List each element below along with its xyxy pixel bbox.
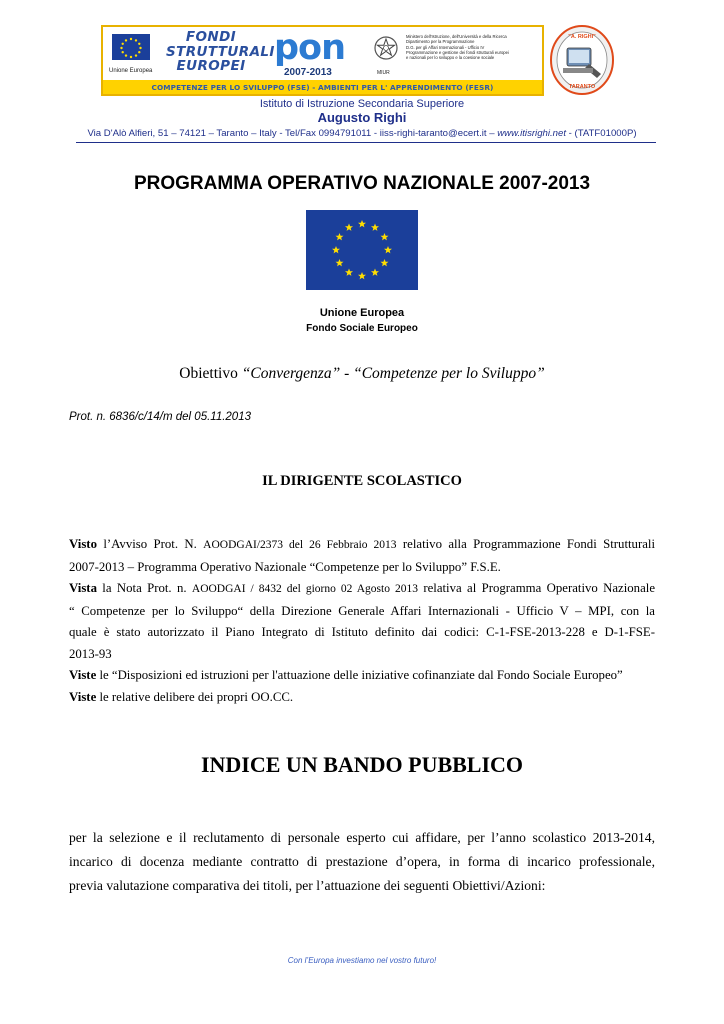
objective (0, 365, 724, 383)
section-heading: IL DIRIGENTE SCOLASTICO (262, 473, 462, 489)
footer-slogan: Con l’Europa investiamo nel vostro futuro! (287, 956, 437, 965)
preamble-text: l’Avviso Prot. N. (96, 537, 204, 551)
reference: AOODGAI / 8432 del giorno 02 Agosto 2013 (191, 583, 418, 595)
ministry-line: D.G. per gli Affari Internazionali - Ufficio IV (406, 44, 485, 50)
visto-label: Visto (69, 537, 97, 551)
website-link[interactable]: www.itisrighi.net (497, 128, 566, 139)
eu-flag-icon (306, 210, 418, 290)
preamble-text: le “Disposizioni ed istruzioni per l'attuazione delle iniziative cofinanziate dal Fondo Sociale Europeo” (96, 668, 623, 682)
viste-label: Viste (69, 689, 97, 704)
body-paragraph (69, 826, 655, 898)
eu-name: Unione Europea (319, 307, 405, 319)
protocol-number: Prot. n. 6836/c/14/m del 05.11.2013 (69, 411, 251, 423)
objective-title: “Convergenza” - “Competenze per lo Sviluppo” (241, 365, 545, 382)
preamble-line: 2007-2013 – Programma Operativo Nazionale “Competenze per lo Sviluppo” F.S.E. (69, 559, 501, 574)
fondi-strutturali-logo (166, 29, 275, 74)
school-logo-icon (549, 24, 615, 96)
banner-strip-text: COMPETENZE PER LO SVILUPPO (FSE) - AMBIENTI PER L' APPRENDIMENTO (FESR) (151, 82, 494, 92)
body-line: previa valutazione comparativa dei titoli, per l’attuazione dei seguenti Obiettivi/Azioni: (69, 878, 546, 893)
address-text: Via D'Alò Alfieri, 51 – 74121 – Taranto – Italy - Tel/Fax 0994791011 - iiss-righi-taranto@ecert.it – (87, 128, 498, 139)
svg-text:"A. RIGHI": "A. RIGHI" (568, 34, 596, 40)
fondi-line: STRUTTURALI (166, 43, 275, 60)
preamble-line (69, 578, 655, 601)
preamble-text: relativo alla Programmazione Fondi Strutturali (396, 537, 656, 551)
body-line: per la selezione e il reclutamento di personale esperto cui affidare, per l’anno scolastico 2013-2014, (69, 830, 655, 845)
objective-prefix: Obiettivo (179, 365, 242, 382)
document-title: PROGRAMMA OPERATIVO NAZIONALE 2007-2013 (133, 173, 591, 194)
school-type: Istituto di Istruzione Secondaria Superiore (259, 98, 465, 110)
preamble-text: relativa al Programma Operativo Nazionale (417, 581, 655, 595)
preamble-line: 2013-93 (69, 646, 112, 661)
ministry-line: e nazionali per lo sviluppo e la coesione sociale (406, 55, 495, 61)
italian-republic-emblem-icon (373, 35, 399, 61)
pon-logo: pon (274, 28, 346, 68)
ministry-text (406, 34, 522, 60)
preamble-line (69, 687, 655, 709)
preamble-line: “ Competenze per lo Sviluppo“ della Direzione Generale Affari Internazionali - Ufficio V – MPI, con la (69, 603, 655, 618)
preamble-text: le relative delibere dei propri OO.CC. (96, 689, 294, 704)
preamble-text: la Nota Prot. n. (96, 581, 192, 595)
preamble-line: quale è stato autorizzato il Piano Integrato di Istituto definito dai codici: C-1-FSE-2013-228 e D-1-FSE- (69, 625, 655, 639)
fondi-line: EUROPEI (176, 58, 246, 74)
ministry-line: Dipartimento per la Programmazione (406, 39, 475, 45)
svg-text:TARANTO: TARANTO (568, 84, 596, 90)
miur-label: MIUR (377, 70, 390, 76)
header-divider (76, 142, 656, 143)
school-address (0, 128, 724, 139)
eu-fund: Fondo Sociale Europeo (306, 323, 418, 334)
ministry-line: Programmazione e gestione dei fondi strutturali europei (406, 49, 509, 55)
reference: AOODGAI/2373 del 26 Febbraio 2013 (203, 539, 397, 551)
header-banner (101, 25, 544, 96)
ministry-line: Ministero dell'Istruzione, dell'Università e della Ricerca (406, 34, 507, 39)
body-line: incarico di docenza mediante contratto di prestazione d’opera, in forma di incarico professionale, (69, 854, 655, 869)
announcement-heading: INDICE UN BANDO PUBBLICO (200, 752, 524, 777)
school-name: Augusto Righi (317, 110, 407, 125)
preamble-line (69, 665, 655, 687)
viste-label: Viste (69, 668, 97, 682)
preamble-line (69, 534, 655, 557)
eu-small-label: Unione Europea (109, 68, 153, 74)
preamble (69, 534, 655, 708)
vista-label: Vista (69, 581, 97, 595)
school-code: - (TATF01000P) (566, 128, 637, 139)
banner-strip (103, 80, 542, 94)
fondi-line: FONDI (185, 29, 237, 45)
eu-flag-small-icon (112, 34, 150, 60)
pon-years: 2007-2013 (284, 67, 332, 78)
